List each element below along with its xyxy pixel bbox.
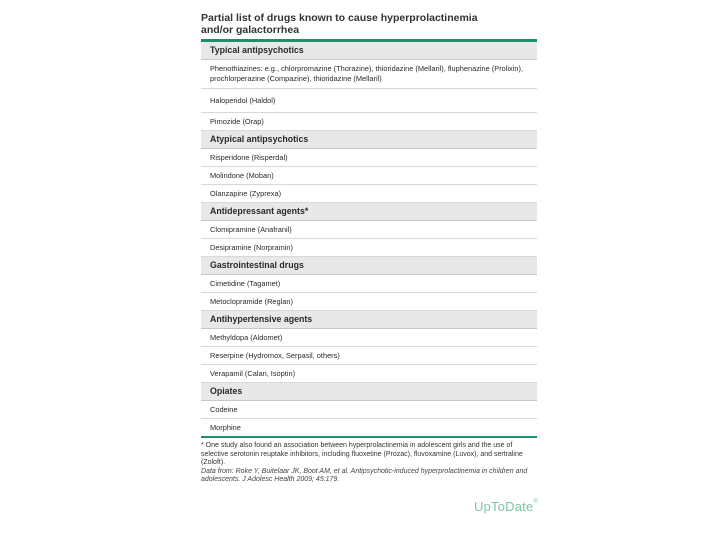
drug-name: Morphine xyxy=(210,422,241,432)
table-row xyxy=(201,113,537,131)
category-antihypertensive-agents: Antihypertensive agents xyxy=(201,311,537,329)
table-row xyxy=(201,167,537,185)
category-atypical-antipsychotics: Atypical antipsychotics xyxy=(201,131,537,149)
table-row xyxy=(201,419,537,436)
category-opiates: Opiates xyxy=(201,383,537,401)
drug-name: Desipramine (Norpramin) xyxy=(210,242,293,252)
category-gastrointestinal-drugs: Gastrointestinal drugs xyxy=(201,257,537,275)
drug-name: Phenothiazines: e.g., chlorpromazine (Thorazine), thioridazine (Mellaril), fluphenazine (Prolixin), prochlorperazine (Compazine), thioridazine (Mellaril) xyxy=(210,64,524,83)
drug-name: Codeine xyxy=(210,404,238,414)
table-row xyxy=(201,221,537,239)
drug-name: Pimozide (Orap) xyxy=(210,116,264,126)
table-row xyxy=(201,401,537,419)
table-row xyxy=(201,60,537,89)
table-row xyxy=(201,239,537,257)
drug-table xyxy=(201,39,537,438)
drug-name: Olanzapine (Zyprexa) xyxy=(210,188,282,198)
title-line-1: Partial list of drugs known to cause hyperprolactinemia xyxy=(201,12,478,24)
drug-name: Verapamil (Calan, Isoptin) xyxy=(210,368,296,378)
category-antidepressant-agents: Antidepressant agents* xyxy=(201,203,537,221)
brand-name: UpToDate xyxy=(474,499,534,514)
drug-name: Molindone (Moban) xyxy=(210,170,274,180)
drug-table-document xyxy=(201,12,537,485)
table-row xyxy=(201,293,537,311)
drug-name: Cimetidine (Tagamet) xyxy=(210,278,281,288)
drug-name: Clomipramine (Anafranil) xyxy=(210,224,292,234)
category-typical-antipsychotics: Typical antipsychotics xyxy=(201,42,537,60)
table-row xyxy=(201,329,537,347)
footnote-reference: Data from: Roke Y, Buitelaar JK, Boot AM, et al. Antipsychotic-induced hyperprolactinemia in children and adolescents. J Adolesc Health 2009; 45:179. xyxy=(201,467,528,484)
uptodate-logo xyxy=(474,499,538,514)
table-footnote xyxy=(201,442,537,485)
drug-name: Reserpine (Hydromox, Serpasil, others) xyxy=(210,350,340,360)
drug-name: Methyldopa (Aldomet) xyxy=(210,332,283,342)
drug-name: Haloperidol (Haldol) xyxy=(210,95,276,105)
registered-mark: ® xyxy=(533,499,539,505)
footnote-text: * One study also found an association between hyperprolactinemia in adolescent girls and the use of selective serotonin reuptake inhibitors, including fluoxetine (Prozac), fluvoxamine (Luvox), and sertraline (Zoloft). xyxy=(201,442,523,467)
table-row xyxy=(201,347,537,365)
table-row xyxy=(201,149,537,167)
table-row xyxy=(201,89,537,113)
title-line-2: and/or galactorrhea xyxy=(201,24,300,36)
table-row xyxy=(201,185,537,203)
table-row xyxy=(201,365,537,383)
table-title xyxy=(201,12,537,36)
drug-name: Metoclopramide (Reglan) xyxy=(210,296,293,306)
table-row xyxy=(201,275,537,293)
drug-name: Risperidone (Risperdal) xyxy=(210,152,288,162)
